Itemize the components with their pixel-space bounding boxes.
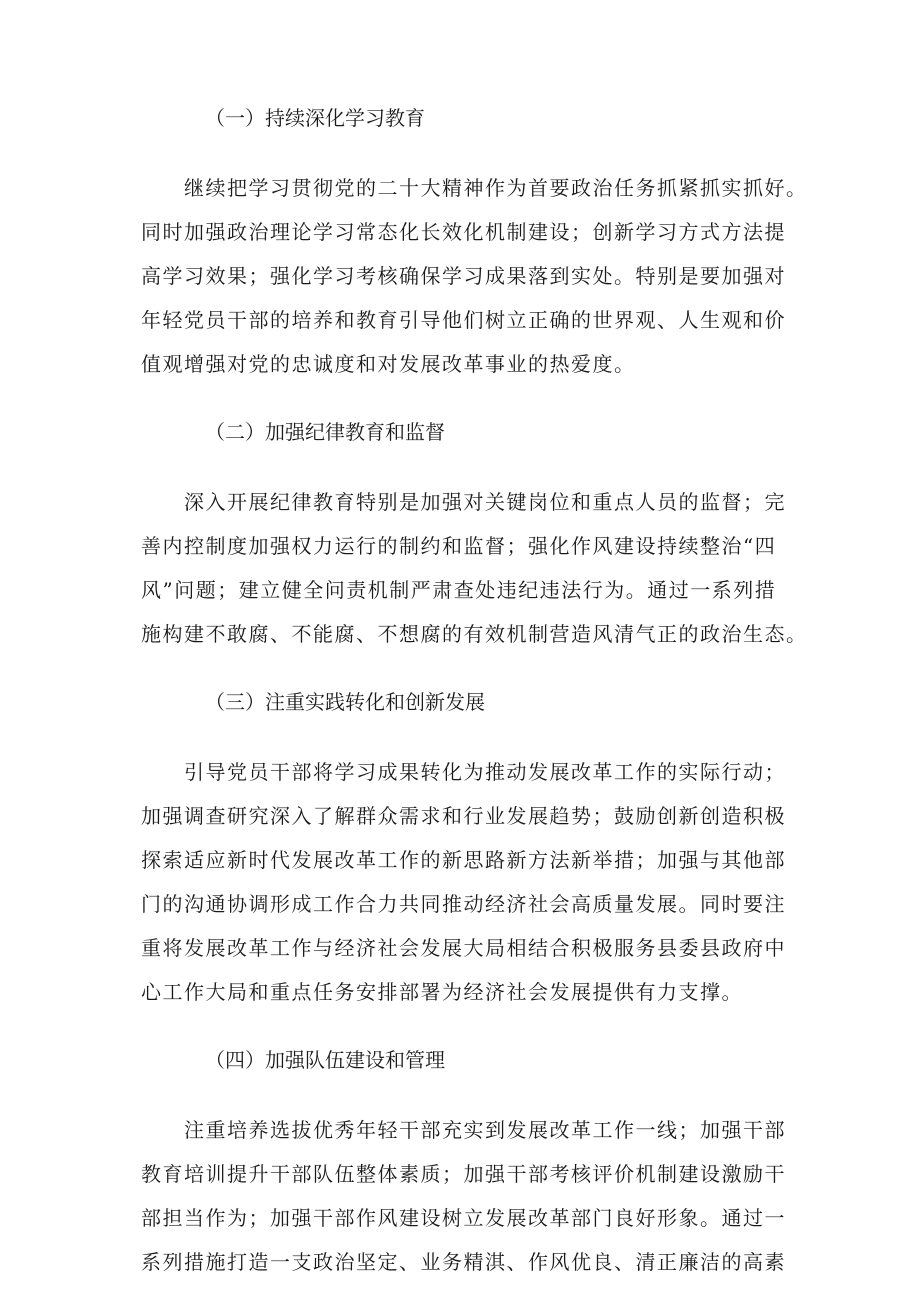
text-line: 引导党员干部将学习成果转化为推动发展改革工作的实际行动； [184,760,786,784]
text-line: 同时加强政治理论学习常态化长效化机制建设；创新学习方式方法提 [141,220,786,244]
section-paragraph-2 [141,480,808,656]
text-line: 深入开展纪律教育特别是加强对关键岗位和重点人员的监督；完 [184,490,786,514]
section-paragraph-1 [141,166,808,386]
text-line: 心工作大局和重点任务安排部署为经济社会发展提供有力支撑。 [141,980,743,1004]
text-line: 部担当作为；加强干部作风建设树立发展改革部门良好形象。通过一 [141,1206,786,1230]
text-line: 系列措施打造一支政治坚定、业务精淇、作风优良、清正廉洁的高素 [141,1250,786,1274]
text-line: 探索适应新时代发展改革工作的新思路新方法新举措；加强与其他部 [141,848,786,872]
section-heading-3: （三）注重实践转化和创新发展 [205,690,485,714]
text-line: 高学习效果；强化学习考核确保学习成果落到实处。特别是要加强对 [141,264,786,288]
text-line: 善内控制度加强权力运行的制约和监督；强化作风建设持续整治“四 [141,534,777,558]
section-paragraph-3 [141,750,800,1014]
text-line: 风”问题；建立健全问责机制严肃查处违纪违法行为。通过一系列措 [141,578,777,602]
text-line: 教育培训提升干部队伍整体素质；加强干部考核评价机制建设激励干 [141,1162,786,1186]
section-paragraph-4 [141,1108,800,1284]
text-line: 门的沟通协调形成工作合力共同推动经济社会高质量发展。同时要注 [141,892,786,916]
section-heading-4: （四）加强队伍建设和管理 [205,1048,445,1072]
text-line: 加强调查研究深入了解群众需求和行业发展趋势；鼓励创新创造积极 [141,804,786,828]
text-line: 施构建不敢腐、不能腐、不想腐的有效机制营造风清气正的政治生态。 [141,622,808,646]
text-line: 年轻党员干部的培养和教育引导他们树立正确的世界观、人生观和价 [141,308,786,332]
text-line: 值观增强对党的忠诚度和对发展改革事业的热爱度。 [141,352,636,376]
text-line: 重将发展改革工作与经济社会发展大局相结合积极服务县委县政府中 [141,936,786,960]
section-heading-1: （一）持续深化学习教育 [205,106,425,130]
text-line: 继续把学习贯彻党的二十大精神作为首要政治任务抓紧抓实抓好。 [184,176,808,200]
section-heading-2: （二）加强纪律教育和监督 [205,420,445,444]
text-line: 注重培养选拔优秀年轻干部充实到发展改革工作一线；加强干部 [184,1118,786,1142]
